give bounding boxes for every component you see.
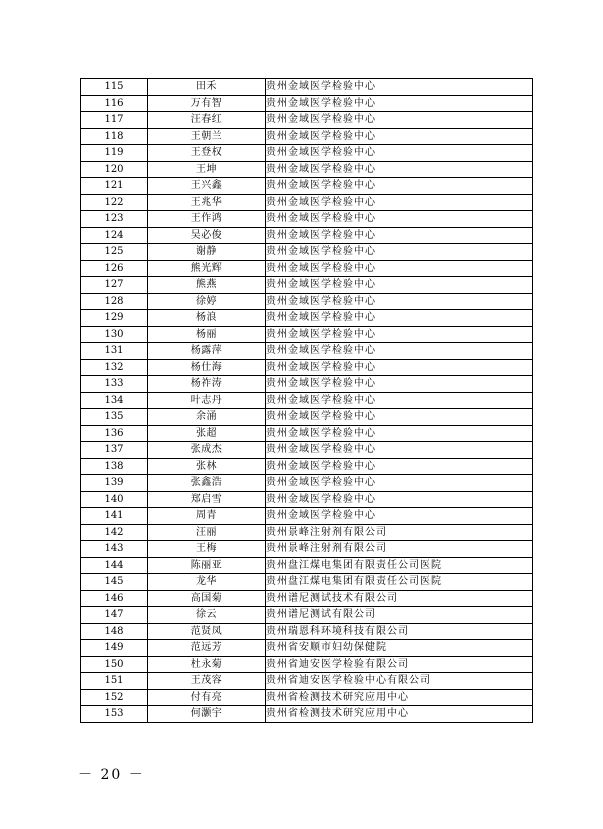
name-cell: 叶志丹	[148, 392, 266, 409]
table-row	[81, 178, 533, 195]
table-row	[81, 442, 533, 459]
row-number-cell: 138	[81, 458, 148, 475]
name-cell: 王朝兰	[148, 128, 266, 145]
name-cell: 汪丽	[148, 524, 266, 541]
name-cell: 范远芳	[148, 640, 266, 657]
name-cell: 徐婷	[148, 293, 266, 310]
row-number-cell: 116	[81, 95, 148, 112]
name-cell: 张林	[148, 458, 266, 475]
row-number-cell: 125	[81, 244, 148, 261]
name-cell: 何灏宇	[148, 706, 266, 723]
row-number-cell: 127	[81, 277, 148, 294]
name-cell: 杨仕海	[148, 359, 266, 376]
row-number-cell: 132	[81, 359, 148, 376]
row-number-cell: 136	[81, 425, 148, 442]
row-number-cell: 123	[81, 211, 148, 228]
organization-cell: 贵州金域医学检验中心	[266, 95, 533, 112]
table-row	[81, 425, 533, 442]
organization-cell: 贵州金域医学检验中心	[266, 508, 533, 525]
row-number-cell: 119	[81, 145, 148, 162]
row-number-cell: 142	[81, 524, 148, 541]
organization-cell: 贵州金域医学检验中心	[266, 359, 533, 376]
table-row	[81, 557, 533, 574]
table-row	[81, 260, 533, 277]
organization-cell: 贵州金域医学检验中心	[266, 277, 533, 294]
row-number-cell: 152	[81, 689, 148, 706]
name-cell: 谢静	[148, 244, 266, 261]
name-cell: 周青	[148, 508, 266, 525]
table-row	[81, 524, 533, 541]
table-row	[81, 112, 533, 129]
name-cell: 王作鸿	[148, 211, 266, 228]
table-row	[81, 475, 533, 492]
row-number-cell: 145	[81, 574, 148, 591]
table-row	[81, 326, 533, 343]
row-number-cell: 149	[81, 640, 148, 657]
name-cell: 杜永菊	[148, 656, 266, 673]
organization-cell: 贵州金域医学检验中心	[266, 425, 533, 442]
name-cell: 杨露萍	[148, 343, 266, 360]
row-number-cell: 134	[81, 392, 148, 409]
name-cell: 王登权	[148, 145, 266, 162]
table-row	[81, 640, 533, 657]
table-row	[81, 277, 533, 294]
organization-cell: 贵州省检测技术研究应用中心	[266, 706, 533, 723]
row-number-cell: 135	[81, 409, 148, 426]
name-cell: 熊燕	[148, 277, 266, 294]
organization-cell: 贵州金域医学检验中心	[266, 211, 533, 228]
organization-cell: 贵州盘江煤电集团有限责任公司医院	[266, 574, 533, 591]
organization-cell: 贵州盘江煤电集团有限责任公司医院	[266, 557, 533, 574]
roster-table	[80, 78, 533, 723]
organization-cell: 贵州金域医学检验中心	[266, 79, 533, 96]
row-number-cell: 129	[81, 310, 148, 327]
organization-cell: 贵州金域医学检验中心	[266, 260, 533, 277]
organization-cell: 贵州金域医学检验中心	[266, 409, 533, 426]
name-cell: 高国菊	[148, 590, 266, 607]
table-row	[81, 458, 533, 475]
row-number-cell: 122	[81, 194, 148, 211]
table-row	[81, 194, 533, 211]
name-cell: 田禾	[148, 79, 266, 96]
row-number-cell: 143	[81, 541, 148, 558]
row-number-cell: 148	[81, 623, 148, 640]
organization-cell: 贵州谱尼测试有限公司	[266, 607, 533, 624]
row-number-cell: 146	[81, 590, 148, 607]
organization-cell: 贵州金域医学检验中心	[266, 178, 533, 195]
name-cell: 王兴鑫	[148, 178, 266, 195]
organization-cell: 贵州金域医学检验中心	[266, 112, 533, 129]
table-row	[81, 244, 533, 261]
table-row	[81, 541, 533, 558]
table-row	[81, 590, 533, 607]
row-number-cell: 117	[81, 112, 148, 129]
organization-cell: 贵州景峰注射剂有限公司	[266, 524, 533, 541]
table-row	[81, 310, 533, 327]
name-cell: 熊光辉	[148, 260, 266, 277]
organization-cell: 贵州金域医学检验中心	[266, 491, 533, 508]
name-cell: 陈丽亚	[148, 557, 266, 574]
organization-cell: 贵州谱尼测试技术有限公司	[266, 590, 533, 607]
row-number-cell: 130	[81, 326, 148, 343]
name-cell: 王茂容	[148, 673, 266, 690]
row-number-cell: 141	[81, 508, 148, 525]
name-cell: 余涌	[148, 409, 266, 426]
table-row	[81, 293, 533, 310]
organization-cell: 贵州景峰注射剂有限公司	[266, 541, 533, 558]
organization-cell: 贵州金域医学检验中心	[266, 475, 533, 492]
organization-cell: 贵州金域医学检验中心	[266, 343, 533, 360]
row-number-cell: 139	[81, 475, 148, 492]
organization-cell: 贵州省迪安医学检验有限公司	[266, 656, 533, 673]
table-row	[81, 211, 533, 228]
row-number-cell: 137	[81, 442, 148, 459]
name-cell: 杨祚涛	[148, 376, 266, 393]
table-row	[81, 607, 533, 624]
name-cell: 张鑫浩	[148, 475, 266, 492]
table-row	[81, 376, 533, 393]
organization-cell: 贵州金域医学检验中心	[266, 376, 533, 393]
name-cell: 王梅	[148, 541, 266, 558]
table-row	[81, 79, 533, 96]
row-number-cell: 144	[81, 557, 148, 574]
organization-cell: 贵州省检测技术研究应用中心	[266, 689, 533, 706]
table-row	[81, 673, 533, 690]
table-row	[81, 508, 533, 525]
table-row	[81, 145, 533, 162]
table-row	[81, 392, 533, 409]
row-number-cell: 131	[81, 343, 148, 360]
organization-cell: 贵州瑞恩科环境科技有限公司	[266, 623, 533, 640]
name-cell: 徐云	[148, 607, 266, 624]
table-row	[81, 656, 533, 673]
row-number-cell: 124	[81, 227, 148, 244]
organization-cell: 贵州金域医学检验中心	[266, 194, 533, 211]
table-row	[81, 689, 533, 706]
row-number-cell: 128	[81, 293, 148, 310]
name-cell: 万有智	[148, 95, 266, 112]
organization-cell: 贵州省安顺市妇幼保健院	[266, 640, 533, 657]
name-cell: 杨丽	[148, 326, 266, 343]
organization-cell: 贵州金域医学检验中心	[266, 293, 533, 310]
name-cell: 张超	[148, 425, 266, 442]
organization-cell: 贵州金域医学检验中心	[266, 161, 533, 178]
row-number-cell: 133	[81, 376, 148, 393]
organization-cell: 贵州金域医学检验中心	[266, 128, 533, 145]
page-number: － 20 －	[78, 767, 145, 783]
table-row	[81, 574, 533, 591]
row-number-cell: 115	[81, 79, 148, 96]
table-row	[81, 128, 533, 145]
row-number-cell: 150	[81, 656, 148, 673]
name-cell: 范贤凤	[148, 623, 266, 640]
row-number-cell: 121	[81, 178, 148, 195]
name-cell: 汪春红	[148, 112, 266, 129]
organization-cell: 贵州省迪安医学检验中心有限公司	[266, 673, 533, 690]
name-cell: 郑启雪	[148, 491, 266, 508]
row-number-cell: 126	[81, 260, 148, 277]
organization-cell: 贵州金域医学检验中心	[266, 442, 533, 459]
organization-cell: 贵州金域医学检验中心	[266, 145, 533, 162]
table-row	[81, 227, 533, 244]
organization-cell: 贵州金域医学检验中心	[266, 392, 533, 409]
row-number-cell: 153	[81, 706, 148, 723]
table-row	[81, 343, 533, 360]
name-cell: 吴必俊	[148, 227, 266, 244]
row-number-cell: 147	[81, 607, 148, 624]
row-number-cell: 118	[81, 128, 148, 145]
name-cell: 王兆华	[148, 194, 266, 211]
table-row	[81, 95, 533, 112]
table-row	[81, 161, 533, 178]
organization-cell: 贵州金域医学检验中心	[266, 244, 533, 261]
organization-cell: 贵州金域医学检验中心	[266, 310, 533, 327]
row-number-cell: 120	[81, 161, 148, 178]
row-number-cell: 140	[81, 491, 148, 508]
name-cell: 张成杰	[148, 442, 266, 459]
organization-cell: 贵州金域医学检验中心	[266, 227, 533, 244]
organization-cell: 贵州金域医学检验中心	[266, 326, 533, 343]
name-cell: 杨浪	[148, 310, 266, 327]
table-row	[81, 491, 533, 508]
roster-table-body	[81, 79, 533, 723]
table-row	[81, 359, 533, 376]
name-cell: 王坤	[148, 161, 266, 178]
name-cell: 付有亮	[148, 689, 266, 706]
table-row	[81, 623, 533, 640]
table-row	[81, 409, 533, 426]
organization-cell: 贵州金域医学检验中心	[266, 458, 533, 475]
row-number-cell: 151	[81, 673, 148, 690]
table-row	[81, 706, 533, 723]
name-cell: 龙华	[148, 574, 266, 591]
